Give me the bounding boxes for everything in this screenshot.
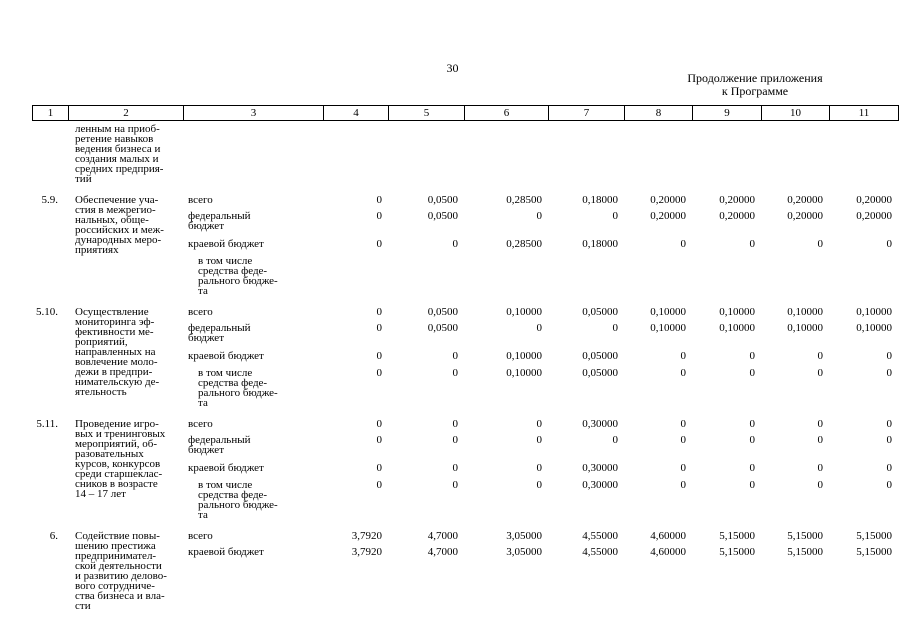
value-cell: 0,18000 xyxy=(582,238,618,250)
value-cell: 0 xyxy=(612,322,618,334)
value-cell: 0 xyxy=(886,418,892,430)
value-cell: 5,15000 xyxy=(787,546,823,558)
section-title-line: мониторинга эф- xyxy=(75,316,155,328)
section-title-line: 14 – 17 лет xyxy=(75,488,126,500)
funding-source-label: бюджет xyxy=(188,332,224,344)
value-cell: 0,20000 xyxy=(787,194,823,206)
value-cell: 0 xyxy=(376,479,382,491)
section-title-line: ской деятельности xyxy=(75,560,162,572)
value-cell: 0 xyxy=(452,462,458,474)
value-cell: 0 xyxy=(536,434,542,446)
funding-source-label: в том числе xyxy=(198,479,253,491)
funding-source-label: средства феде- xyxy=(198,489,268,501)
section-title-line: среди старшеклас- xyxy=(75,468,163,480)
value-cell: 0 xyxy=(376,322,382,334)
value-cell: 0 xyxy=(886,350,892,362)
funding-source-label: краевой бюджет xyxy=(188,238,264,250)
section-title-line: Содействие повы- xyxy=(75,530,160,542)
value-cell: 0,20000 xyxy=(650,194,686,206)
value-cell: 0 xyxy=(376,462,382,474)
value-cell: 0 xyxy=(817,238,823,250)
value-cell: 0 xyxy=(376,194,382,206)
section-title-line: направленных на xyxy=(75,346,156,358)
value-cell: 0 xyxy=(536,462,542,474)
section-title-line: вовлечение моло- xyxy=(75,356,158,368)
value-cell: 0 xyxy=(680,367,686,379)
column-header: 8 xyxy=(625,106,693,121)
value-cell: 0 xyxy=(452,479,458,491)
funding-source-label: та xyxy=(198,397,208,409)
value-cell: 0,10000 xyxy=(787,322,823,334)
value-cell: 0 xyxy=(612,210,618,222)
value-cell: 0,05000 xyxy=(582,306,618,318)
value-cell: 0 xyxy=(536,479,542,491)
section-number: 5.11. xyxy=(36,418,58,430)
continuation-text-line: тий xyxy=(75,173,92,185)
value-cell: 0 xyxy=(680,418,686,430)
value-cell: 0,28500 xyxy=(506,238,542,250)
column-header: 11 xyxy=(830,106,899,121)
value-cell: 0,20000 xyxy=(856,194,892,206)
section-title-line: нимательскую де- xyxy=(75,376,160,388)
section-title-line: ятельность xyxy=(75,386,127,398)
appendix-line-2: к Программе xyxy=(721,84,789,98)
value-cell: 0,20000 xyxy=(719,210,755,222)
section-title-line: курсов, конкурсов xyxy=(75,458,161,470)
funding-source-label: рального бюдже- xyxy=(198,499,278,511)
section-title-line: дежи в предпри- xyxy=(75,366,153,378)
section-title-line: ства бизнеса и вла- xyxy=(75,590,165,602)
funding-source-label: бюджет xyxy=(188,444,224,456)
value-cell: 3,05000 xyxy=(506,546,542,558)
column-header: 3 xyxy=(184,106,324,121)
value-cell: 0,30000 xyxy=(582,418,618,430)
value-cell: 0 xyxy=(376,350,382,362)
value-cell: 0,20000 xyxy=(856,210,892,222)
value-cell: 0,30000 xyxy=(582,479,618,491)
value-cell: 4,55000 xyxy=(582,546,618,558)
value-cell: 0 xyxy=(817,434,823,446)
funding-source-label: краевой бюджет xyxy=(188,350,264,362)
value-cell: 0,05000 xyxy=(582,350,618,362)
section-number: 5.10. xyxy=(36,306,58,318)
section-number: 5.9. xyxy=(41,194,58,206)
section-title-line: сти xyxy=(75,600,91,612)
section-title-line: шению престижа xyxy=(75,540,156,552)
section-title-line: разовательных xyxy=(75,448,144,460)
funding-source-label: всего xyxy=(188,194,213,206)
value-cell: 0 xyxy=(749,462,755,474)
section-title-line: и развитию делово- xyxy=(75,570,167,582)
value-cell: 0,20000 xyxy=(787,210,823,222)
value-cell: 0 xyxy=(749,479,755,491)
column-header: 1 xyxy=(33,106,69,121)
value-cell: 0 xyxy=(749,350,755,362)
value-cell: 0 xyxy=(680,479,686,491)
value-cell: 0,10000 xyxy=(787,306,823,318)
section-title-line: фективности ме- xyxy=(75,326,154,338)
value-cell: 3,05000 xyxy=(506,530,542,542)
value-cell: 0 xyxy=(886,434,892,446)
column-header: 4 xyxy=(324,106,389,121)
column-header-row xyxy=(32,105,899,121)
value-cell: 0 xyxy=(886,462,892,474)
value-cell: 0 xyxy=(452,367,458,379)
value-cell: 0,0500 xyxy=(427,210,458,222)
value-cell: 3,7920 xyxy=(351,546,382,558)
section-title-line: Проведение игро- xyxy=(75,418,159,430)
continuation-text-line: ретение навыков xyxy=(75,133,154,145)
value-cell: 0 xyxy=(749,367,755,379)
value-cell: 0 xyxy=(376,367,382,379)
value-cell: 0,0500 xyxy=(427,306,458,318)
funding-source-label: краевой бюджет xyxy=(188,546,264,558)
appendix-note xyxy=(665,72,845,98)
value-cell: 5,15000 xyxy=(856,530,892,542)
funding-source-label: федеральный xyxy=(188,434,251,446)
funding-source-label: федеральный xyxy=(188,322,251,334)
value-cell: 5,15000 xyxy=(787,530,823,542)
continuation-text-line: средних предприя- xyxy=(75,163,164,175)
value-cell: 4,60000 xyxy=(650,530,686,542)
funding-source-label: средства феде- xyxy=(198,265,268,277)
section-title-line: Осуществление xyxy=(75,306,149,318)
page-number: 30 xyxy=(446,61,459,75)
continuation-text-line: ведения бизнеса и xyxy=(75,143,161,155)
value-cell: 0,10000 xyxy=(506,350,542,362)
value-cell: 0,10000 xyxy=(650,322,686,334)
column-header: 2 xyxy=(69,106,184,121)
value-cell: 0,20000 xyxy=(650,210,686,222)
value-cell: 0 xyxy=(536,418,542,430)
value-cell: 4,55000 xyxy=(582,530,618,542)
funding-source-label: всего xyxy=(188,530,213,542)
column-header: 6 xyxy=(465,106,549,121)
value-cell: 0 xyxy=(886,479,892,491)
section-title-line: предпринимател- xyxy=(75,550,157,562)
value-cell: 0,10000 xyxy=(719,322,755,334)
value-cell: 0 xyxy=(452,418,458,430)
column-header: 9 xyxy=(693,106,762,121)
section-title-line: вых и тренинговых xyxy=(75,428,166,440)
funding-source-label: в том числе xyxy=(198,255,253,267)
value-cell: 0,30000 xyxy=(582,462,618,474)
value-cell: 0 xyxy=(680,350,686,362)
column-header: 7 xyxy=(549,106,625,121)
section-title-line: роприятий, xyxy=(75,336,128,348)
value-cell: 0 xyxy=(376,418,382,430)
value-cell: 0,10000 xyxy=(719,306,755,318)
value-cell: 0 xyxy=(376,434,382,446)
value-cell: 0 xyxy=(817,350,823,362)
value-cell: 0 xyxy=(680,434,686,446)
section-title-line: вого сотрудниче- xyxy=(75,580,155,592)
value-cell: 5,15000 xyxy=(856,546,892,558)
funding-source-label: та xyxy=(198,509,208,521)
funding-source-label: краевой бюджет xyxy=(188,462,264,474)
value-cell: 0,18000 xyxy=(582,194,618,206)
funding-source-label: та xyxy=(198,285,208,297)
value-cell: 0,0500 xyxy=(427,194,458,206)
section-title-line: мероприятий, об- xyxy=(75,438,158,450)
value-cell: 0 xyxy=(680,462,686,474)
value-cell: 0 xyxy=(886,367,892,379)
section-title-line: сников в возрасте xyxy=(75,478,158,490)
value-cell: 0 xyxy=(452,350,458,362)
value-cell: 4,7000 xyxy=(427,530,458,542)
value-cell: 5,15000 xyxy=(719,546,755,558)
section-title-line: нальных, обще- xyxy=(75,214,149,226)
value-cell: 0 xyxy=(536,322,542,334)
continuation-text-line: ленным на приоб- xyxy=(75,123,160,135)
value-cell: 0 xyxy=(452,238,458,250)
value-cell: 0,10000 xyxy=(506,367,542,379)
column-header: 10 xyxy=(762,106,830,121)
funding-source-label: в том числе xyxy=(198,367,253,379)
value-cell: 0 xyxy=(376,238,382,250)
value-cell: 3,7920 xyxy=(351,530,382,542)
value-cell: 0 xyxy=(817,479,823,491)
funding-source-label: всего xyxy=(188,418,213,430)
value-cell: 0 xyxy=(452,434,458,446)
value-cell: 0 xyxy=(612,434,618,446)
section-title-line: российских и меж- xyxy=(75,224,164,236)
value-cell: 0 xyxy=(536,210,542,222)
section-title-line: дународных меро- xyxy=(75,234,162,246)
section-title-line: приятиях xyxy=(75,244,119,256)
value-cell: 0,0500 xyxy=(427,322,458,334)
section-title-line: стия в межрегио- xyxy=(75,204,156,216)
funding-source-label: бюджет xyxy=(188,220,224,232)
value-cell: 0,10000 xyxy=(650,306,686,318)
table-body xyxy=(32,123,892,640)
continuation-text-line: создания малых и xyxy=(75,153,159,165)
value-cell: 0 xyxy=(886,238,892,250)
value-cell: 5,15000 xyxy=(719,530,755,542)
value-cell: 0,28500 xyxy=(506,194,542,206)
funding-source-label: всего xyxy=(188,306,213,318)
value-cell: 0 xyxy=(749,418,755,430)
appendix-line-1: Продолжение приложения xyxy=(687,71,823,85)
value-cell: 4,7000 xyxy=(427,546,458,558)
value-cell: 0 xyxy=(376,306,382,318)
value-cell: 0,10000 xyxy=(856,306,892,318)
value-cell: 0,10000 xyxy=(856,322,892,334)
funding-source-label: рального бюдже- xyxy=(198,275,278,287)
value-cell: 0 xyxy=(749,434,755,446)
value-cell: 0 xyxy=(749,238,755,250)
value-cell: 0,10000 xyxy=(506,306,542,318)
value-cell: 0,05000 xyxy=(582,367,618,379)
funding-source-label: федеральный xyxy=(188,210,251,222)
column-header: 5 xyxy=(389,106,465,121)
value-cell: 0 xyxy=(817,418,823,430)
value-cell: 0 xyxy=(376,210,382,222)
value-cell: 4,60000 xyxy=(650,546,686,558)
section-title-line: Обеспечение уча- xyxy=(75,194,159,206)
section-number: 6. xyxy=(49,530,58,542)
value-cell: 0,20000 xyxy=(719,194,755,206)
value-cell: 0 xyxy=(680,238,686,250)
funding-source-label: средства феде- xyxy=(198,377,268,389)
value-cell: 0 xyxy=(817,462,823,474)
funding-source-label: рального бюдже- xyxy=(198,387,278,399)
value-cell: 0 xyxy=(817,367,823,379)
